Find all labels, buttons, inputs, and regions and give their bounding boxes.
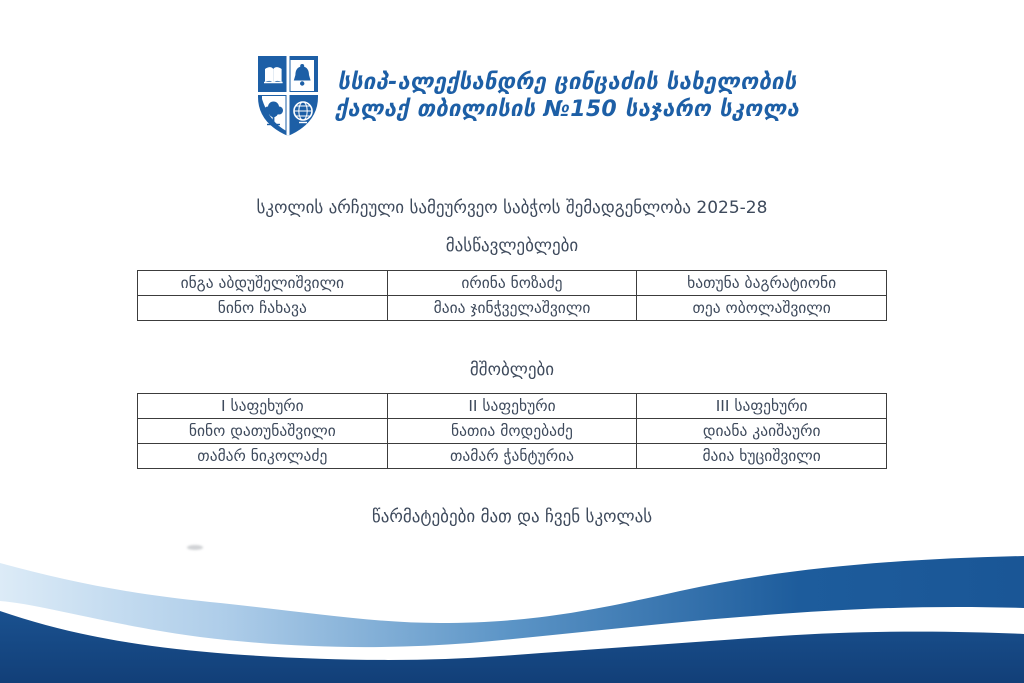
table-row bbox=[138, 444, 887, 469]
table-cell: მაია ხუციშვილი bbox=[637, 444, 887, 469]
document-title: სკოლის არჩეული სამეურვეო საბჭოს შემადგენლობა 2025-28 bbox=[256, 198, 768, 218]
table-cell: ნათია მოდებაძე bbox=[387, 419, 637, 444]
table-row bbox=[138, 271, 887, 296]
table-cell: II საფეხური bbox=[387, 394, 637, 419]
closing-text: წარმატებები მათ და ჩვენ სკოლას bbox=[371, 507, 653, 527]
school-name bbox=[335, 55, 799, 123]
logo-shield-icon bbox=[257, 55, 319, 137]
table-cell: ირინა ნოზაძე bbox=[387, 271, 637, 296]
table-cell: მაია ჯინჭველაშვილი bbox=[387, 296, 637, 321]
table-cell: თამარ ნიკოლაძე bbox=[138, 444, 388, 469]
parents-table bbox=[137, 393, 887, 469]
school-logo bbox=[257, 55, 799, 137]
open-book-icon bbox=[264, 67, 283, 83]
table-row bbox=[138, 296, 887, 321]
table-cell: ხათუნა ბაგრატიონი bbox=[637, 271, 887, 296]
table-cell: III საფეხური bbox=[637, 394, 887, 419]
teachers-table bbox=[137, 270, 887, 321]
table-cell: ნინო დათუნაშვილი bbox=[138, 419, 388, 444]
table-cell: დიანა კაიშაური bbox=[637, 419, 887, 444]
section-heading-teachers: მასწავლებლები bbox=[445, 236, 579, 256]
table-cell: I საფეხური bbox=[138, 394, 388, 419]
table-cell: თამარ ჭანტურია bbox=[387, 444, 637, 469]
school-name-line2: ქალაქ თბილისის №150 საჯარო სკოლა bbox=[335, 97, 800, 122]
footer-wave bbox=[0, 540, 1024, 683]
section-heading-parents: მშობლები bbox=[469, 360, 555, 380]
table-cell: ნინო ჩახავა bbox=[138, 296, 388, 321]
table-row bbox=[138, 394, 887, 419]
table-cell: ინგა აბდუშელიშვილი bbox=[138, 271, 388, 296]
school-name-line1: სსიპ-ალექსანდრე ცინცაძის სახელობის bbox=[337, 70, 797, 95]
table-cell: თეა ობოლაშვილი bbox=[637, 296, 887, 321]
table-row bbox=[138, 419, 887, 444]
